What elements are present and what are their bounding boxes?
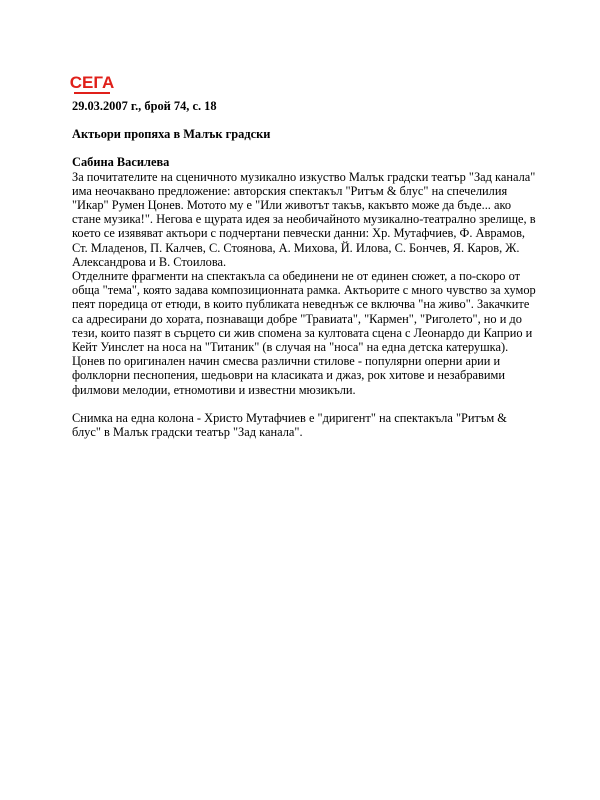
body-line: Цонев по оригинален начин смесва различни стилове - популярни оперни арии и bbox=[72, 354, 501, 369]
body-line: пеят поредица от етюди, в които публиката неведнъж се включва "на живо". Закачките bbox=[72, 297, 530, 312]
article-headline: Актьори пропяха в Малък градски bbox=[72, 127, 271, 142]
photo-caption bbox=[72, 411, 542, 439]
body-line: обща "тема", която задава композиционната рамка. Актьорите с много чувство за хумор bbox=[72, 283, 536, 298]
sega-logo-icon bbox=[69, 66, 115, 98]
article-author: Сабина Василева bbox=[72, 155, 170, 170]
body-line: За почитателите на сценичното музикално изкуство Малък градски театър "Зад канала" bbox=[72, 169, 536, 184]
caption-line: Снимка на една колона - Христо Мутафчиев е "диригент" на спектакъла "Ритъм & bbox=[72, 410, 507, 425]
body-line: тези, които пазят в сърцето си жив спомена за култовата сцена с Леонардо ди Каприо и bbox=[72, 325, 533, 340]
article-page bbox=[69, 66, 542, 440]
body-line: Отделните фрагменти на спектакъла са обединени не от единен сюжет, а по-скоро от bbox=[72, 269, 521, 284]
body-line: са адресирани до хората, познаващи добре "Травиата", "Кармен", "Риголето", но и до bbox=[72, 311, 522, 326]
body-line: филмови мелодии, етномотиви и известни мюзикъли. bbox=[72, 382, 356, 397]
body-line: Кейт Уинслет на носа на "Титаник" (в случая на "носа" на една детска катерушка). bbox=[72, 340, 509, 355]
caption-line: блус" в Малък градски театър "Зад канала". bbox=[72, 425, 303, 440]
body-line: "Икар" Румен Цонев. Мотото му е "Или животът такъв, какъвто може да бъде... ако bbox=[72, 198, 512, 213]
body-line: Александрова и В. Стоилова. bbox=[72, 254, 227, 269]
body-line: което се изявяват актьори с подчертани певчески данни: Хр. Мутафчиев, Ф. Аврамов, bbox=[72, 226, 526, 241]
logo-underline bbox=[74, 92, 110, 94]
dateline: 29.03.2007 г., брой 74, с. 18 bbox=[72, 99, 217, 113]
body-line: стане музика!". Негова е щурата идея за необичайното музикално-театрално зрелище, в bbox=[72, 212, 536, 227]
article-body bbox=[72, 170, 542, 397]
body-line: фолклорни песнопения, шедьоври на класиката и джаз, рок хитове и незабравими bbox=[72, 368, 505, 383]
logo-text: СЕГА bbox=[69, 73, 115, 92]
body-line: има неочаквано предложение: авторския спектакъл "Ритъм & блус" на спечелилия bbox=[72, 183, 508, 198]
body-line: Ст. Младенов, П. Калчев, С. Стоянова, А. Михова, Й. Илова, С. Бончев, Я. Каров, Ж. bbox=[72, 240, 520, 255]
